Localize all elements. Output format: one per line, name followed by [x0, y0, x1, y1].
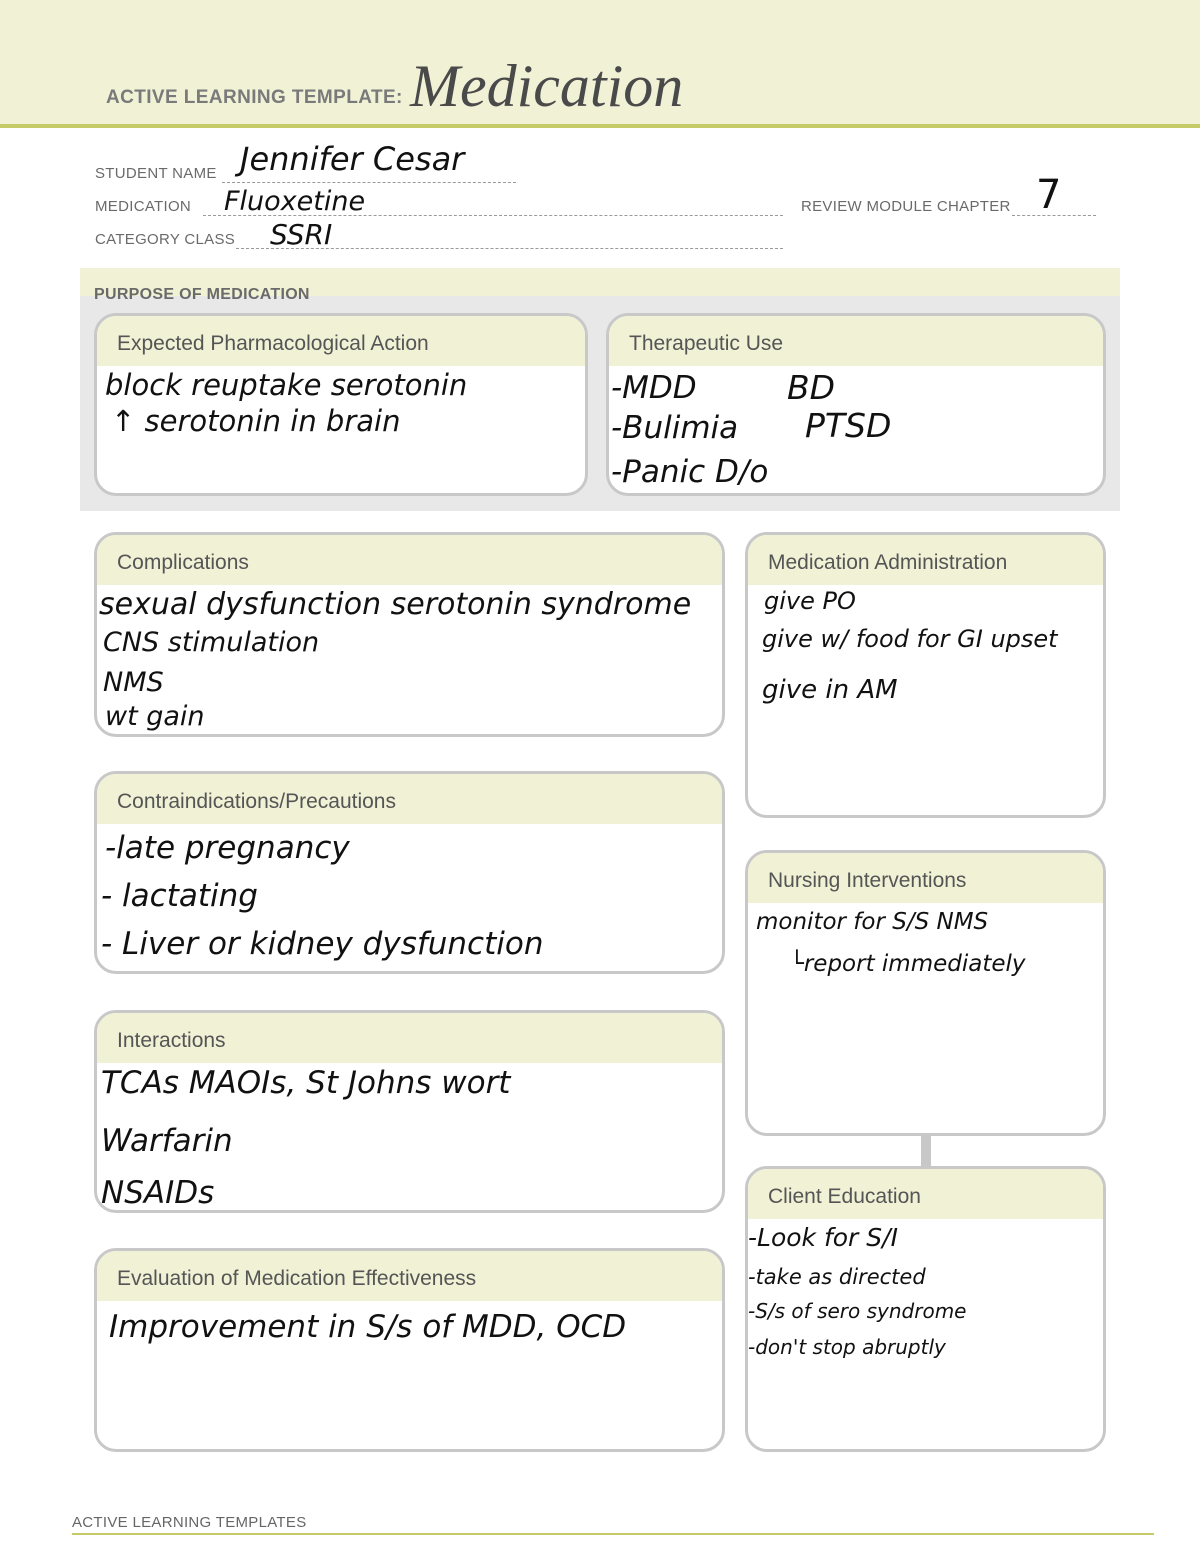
nursing-interventions-title: Nursing Interventions [748, 853, 1103, 903]
therapeutic-use-line-right: BD [787, 368, 836, 407]
contraindications-card [94, 771, 725, 974]
expected-action-line: block reuptake serotonin [105, 368, 468, 402]
client-education-card [745, 1166, 1106, 1452]
purpose-label: PURPOSE OF MEDICATION [94, 286, 310, 303]
review-module-value[interactable]: 7 [1036, 172, 1062, 218]
student-name-line [222, 182, 516, 183]
interactions-line: Warfarin [101, 1123, 233, 1159]
interactions-title: Interactions [97, 1013, 722, 1063]
expected-action-card [94, 313, 588, 496]
review-module-label: REVIEW MODULE CHAPTER [801, 198, 1011, 215]
template-prefix: ACTIVE LEARNING TEMPLATE: [106, 87, 403, 108]
evaluation-line: Improvement in S/s of MDD, OCD [109, 1309, 627, 1345]
complications-line: wt gain [105, 701, 205, 732]
medication-label: MEDICATION [95, 198, 192, 215]
therapeutic-use-line: -MDD [611, 370, 697, 406]
client-education-line: -S/s of sero syndrome [748, 1299, 967, 1323]
card-connector [921, 1134, 931, 1168]
expected-action-title: Expected Pharmacological Action [97, 316, 585, 366]
student-name-label: STUDENT NAME [95, 165, 217, 182]
contraindications-line: - lactating [101, 878, 258, 914]
interactions-line: TCAs MAOIs, St Johns wort [101, 1065, 511, 1101]
therapeutic-use-line: -Bulimia [611, 410, 739, 446]
client-education-line: -don't stop abruptly [748, 1335, 946, 1359]
medication-administration-line: give PO [764, 587, 856, 615]
interactions-line: NSAIDs [101, 1175, 215, 1211]
page-title: Medication [410, 53, 684, 119]
medication-administration-card [745, 532, 1106, 818]
contraindications-title: Contraindications/Precautions [97, 774, 722, 824]
student-name-value[interactable]: Jennifer Cesar [240, 140, 465, 178]
footer-label: ACTIVE LEARNING TEMPLATES [72, 1514, 307, 1531]
evaluation-card [94, 1248, 725, 1452]
complications-title: Complications [97, 535, 722, 585]
category-class-label: CATEGORY CLASS [95, 231, 236, 248]
medication-value[interactable]: Fluoxetine [224, 186, 366, 217]
medication-administration-title: Medication Administration [748, 535, 1103, 585]
nursing-interventions-card [745, 850, 1106, 1136]
nursing-interventions-line: └report immediately [790, 951, 1026, 977]
complications-line: CNS stimulation [103, 627, 320, 658]
category-class-value[interactable]: SSRI [270, 218, 333, 251]
interactions-card [94, 1010, 725, 1213]
therapeutic-use-line-right: PTSD [805, 406, 892, 445]
complications-line: NMS [103, 667, 164, 698]
client-education-line: -take as directed [748, 1265, 926, 1289]
therapeutic-use-card [606, 313, 1106, 496]
client-education-title: Client Education [748, 1169, 1103, 1219]
expected-action-line: ↑ serotonin in brain [111, 404, 401, 438]
complications-line: sexual dysfunction serotonin syndrome [99, 587, 692, 622]
nursing-interventions-line: monitor for S/S NMS [756, 909, 989, 935]
therapeutic-use-title: Therapeutic Use [609, 316, 1103, 366]
therapeutic-use-line: -Panic D/o [611, 454, 769, 490]
medication-administration-line: give w/ food for GI upset [762, 625, 1058, 653]
client-education-line: -Look for S/I [748, 1223, 898, 1252]
medication-administration-line: give in AM [762, 675, 898, 705]
complications-card [94, 532, 725, 737]
footer-rule [72, 1533, 1154, 1535]
evaluation-title: Evaluation of Medication Effectiveness [97, 1251, 722, 1301]
contraindications-line: - Liver or kidney dysfunction [101, 926, 544, 962]
contraindications-line: -late pregnancy [105, 830, 350, 866]
